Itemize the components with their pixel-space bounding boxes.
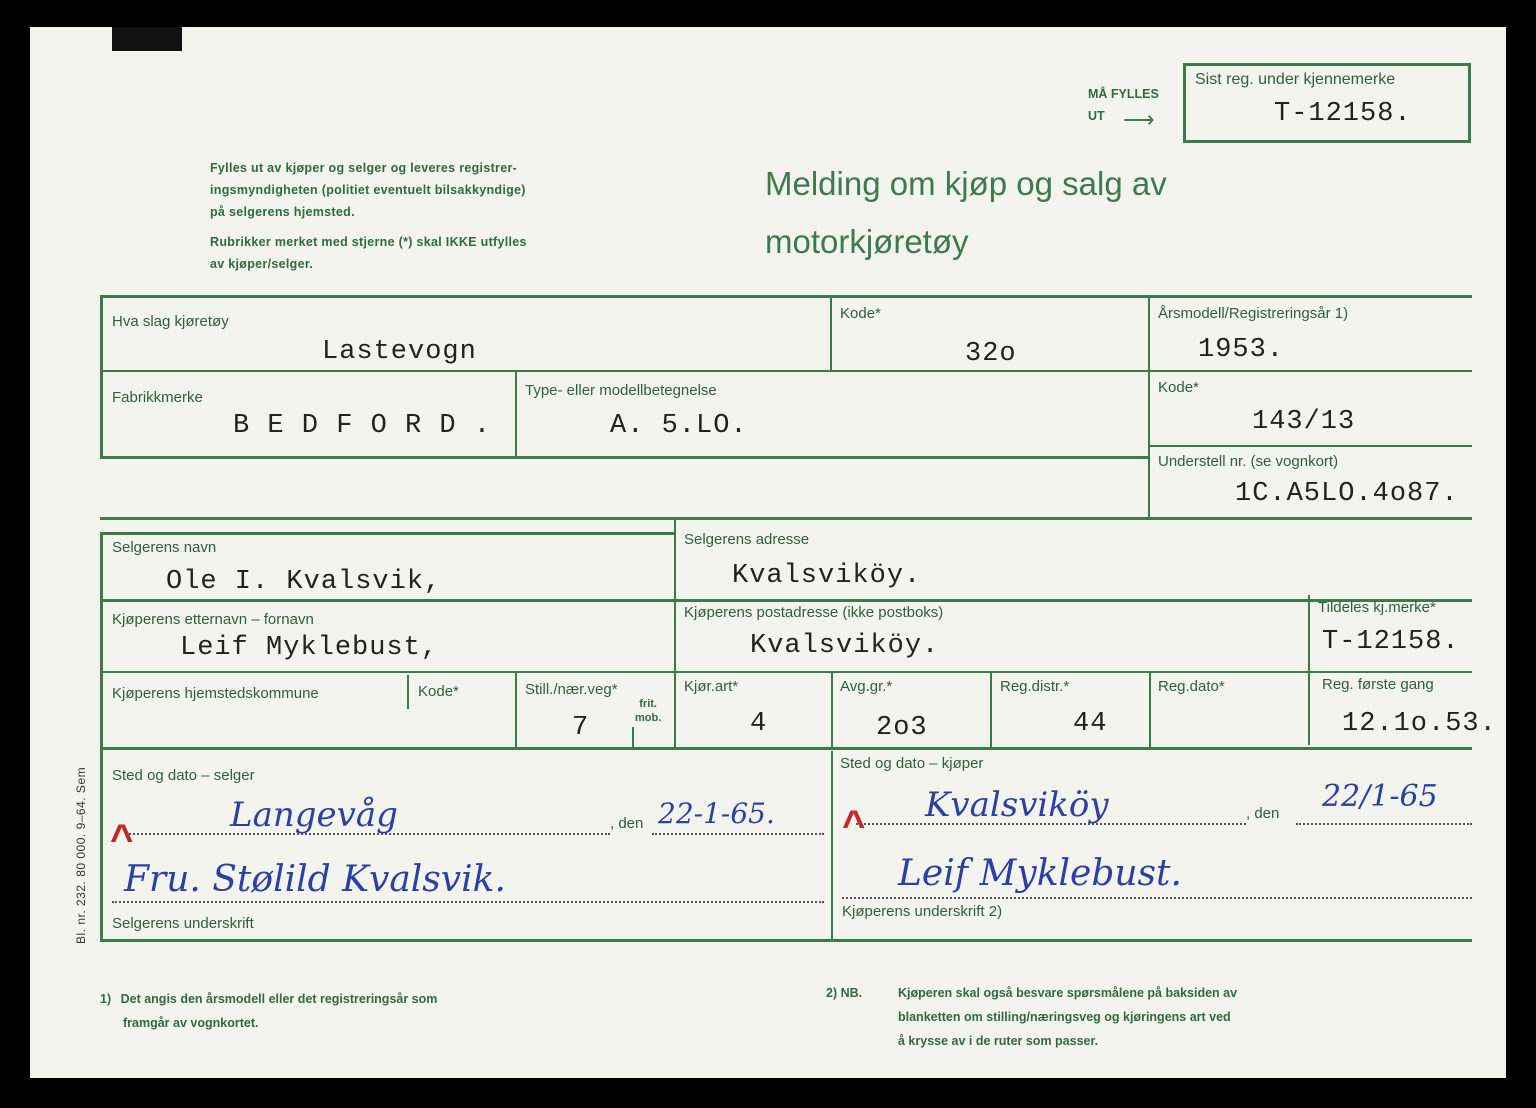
seller-signature-line — [112, 901, 824, 903]
seller-date-line — [652, 833, 824, 835]
plate-label: Tildeles kj.merke* — [1318, 599, 1436, 616]
rule — [100, 456, 1148, 459]
form-title — [765, 155, 1167, 271]
footnote-1-number: 1) — [100, 992, 112, 1006]
seller-den-label: , den — [610, 815, 644, 832]
footnote-1 — [100, 987, 437, 1035]
sist-reg-value: T-12158. — [1274, 99, 1412, 129]
buyer-den-label: , den — [1246, 805, 1280, 822]
seller-place-value: Langevåg — [230, 795, 398, 835]
buyer-place-value: Kvalsviköy — [925, 785, 1109, 825]
buyer-signature-line — [842, 897, 1472, 899]
check-mark-icon: ^ — [110, 817, 134, 861]
model-value: A. 5.LO. — [610, 411, 748, 441]
kjorart-label: Kjør.art* — [684, 678, 739, 695]
rule — [831, 751, 833, 941]
kode-value: 32o — [965, 339, 1017, 369]
rule — [100, 295, 103, 459]
rule — [830, 295, 832, 370]
form-title-line1: Melding om kjøp og salg av — [765, 165, 1167, 202]
footnote-2-line1: Kjøperen skal også besvare spørsmålene på baksiden av — [898, 986, 1238, 1000]
kode2-value: 143/13 — [1252, 407, 1356, 437]
seller-address-label: Selgerens adresse — [684, 531, 810, 548]
form-number-side-text: Bl. nr. 232. 80 000. 9–64. Sem — [74, 766, 88, 944]
occupation-label: Still./nær.veg* — [525, 681, 618, 698]
footnote-2-line2: blanketten om stilling/næringsveg og kjøringens art ved — [898, 1010, 1231, 1024]
scan-artifact — [112, 27, 182, 51]
plate-value: T-12158. — [1322, 627, 1460, 657]
rule — [1308, 595, 1310, 745]
sist-reg-label: Sist reg. under kjennemerke — [1195, 71, 1396, 88]
check-mark-icon: ^ — [842, 803, 866, 847]
arrow-right-icon: ⟶ — [1123, 107, 1155, 132]
seller-name-label: Selgerens navn — [112, 539, 217, 556]
kode2-label: Kode* — [1158, 379, 1199, 396]
footnote-2-number: 2) NB. — [826, 986, 863, 1000]
make-label: Fabrikkmerke — [112, 389, 203, 406]
instruction-line: ingsmyndigheten (politiet eventuelt bilsakkyndige) — [210, 183, 526, 197]
instruction-line: Fylles ut av kjøper og selger og leveres registrer- — [210, 161, 518, 175]
municipality-label: Kjøperens hjemstedskommune — [112, 685, 319, 702]
kode-label: Kode* — [840, 305, 881, 322]
rule — [1148, 295, 1150, 517]
rule — [674, 519, 676, 747]
frit-mob-label: frit. mob. — [635, 698, 662, 724]
regdato-label: Reg.dato* — [1158, 678, 1225, 695]
rule — [100, 671, 1472, 673]
buyer-place-label: Sted og dato – kjøper — [840, 755, 984, 772]
rule — [515, 370, 517, 458]
seller-address-value: Kvalsviköy. — [732, 561, 922, 591]
make-value: B E D F O R D . — [233, 411, 492, 441]
rule — [100, 295, 1472, 298]
kjorart-value: 4 — [750, 709, 768, 739]
buyer-place-line — [856, 823, 1246, 825]
seller-signature-value: Fru. Stølild Kvalsvik. — [124, 859, 506, 900]
rule — [407, 675, 409, 709]
buyer-name-value: Leif Myklebust, — [180, 633, 439, 663]
avg-label: Avg.gr.* — [840, 678, 893, 695]
footnote-2-line3: å krysse av i de ruter som passer. — [898, 1034, 1099, 1048]
rule — [515, 673, 517, 747]
form-title-line2: motorkjøretøy — [765, 223, 969, 260]
rule — [100, 747, 1472, 750]
rule — [1148, 445, 1472, 447]
buyer-signature-label: Kjøperens underskrift 2) — [842, 903, 1003, 920]
buyer-address-value: Kvalsviköy. — [750, 631, 940, 661]
buyer-date-value: 22/1-65 — [1322, 779, 1438, 814]
chassis-value: 1C.A5LO.4o87. — [1235, 479, 1459, 509]
buyer-signature-value: Leif Myklebust. — [898, 853, 1182, 894]
seller-signature-label: Selgerens underskrift — [112, 915, 254, 932]
instruction-line: Rubrikker merket med stjerne (*) skal IKKE utfylles — [210, 235, 527, 249]
ma-fylles-label: MÅ FYLLES UT — [1088, 87, 1159, 123]
rule — [100, 370, 1472, 372]
regdistr-label: Reg.distr.* — [1000, 678, 1070, 695]
instructions-block — [210, 157, 527, 275]
footnote-2 — [826, 981, 1237, 1053]
instruction-line: av kjøper/selger. — [210, 257, 314, 271]
buyer-name-label: Kjøperens etternavn – fornavn — [112, 611, 314, 628]
occupation-value: 7 — [572, 713, 590, 743]
rule — [100, 532, 675, 535]
rule — [100, 517, 1472, 520]
form-sheet — [30, 27, 1506, 1078]
instruction-line: på selgerens hjemsted. — [210, 205, 355, 219]
avg-value: 2o3 — [876, 713, 928, 743]
chassis-label: Understell nr. (se vognkort) — [1158, 453, 1339, 470]
year-label: Årsmodell/Registreringsår 1) — [1158, 305, 1349, 322]
rule — [831, 673, 833, 749]
seller-place-label: Sted og dato – selger — [112, 767, 255, 784]
seller-date-value: 22-1-65. — [658, 797, 775, 830]
buyer-address-label: Kjøperens postadresse (ikke postboks) — [684, 604, 944, 621]
footnote-1-line2: framgår av vognkortet. — [123, 1016, 259, 1030]
buyer-date-line — [1296, 823, 1472, 825]
rule — [990, 673, 992, 747]
first-reg-value: 12.1o.53. — [1342, 709, 1497, 739]
seller-name-value: Ole I. Kvalsvik, — [166, 567, 442, 597]
kode3-label: Kode* — [418, 683, 459, 700]
vehicle-type-value: Lastevogn — [322, 337, 477, 367]
footnote-1-line1: Det angis den årsmodell eller det registreringsår som — [120, 992, 438, 1006]
rule — [100, 599, 1472, 602]
rule — [100, 939, 1472, 942]
year-value: 1953. — [1198, 335, 1285, 365]
rule — [1149, 673, 1151, 747]
vehicle-type-label: Hva slag kjøretøy — [112, 313, 229, 330]
rule — [100, 532, 103, 942]
model-label: Type- eller modellbetegnelse — [525, 382, 717, 399]
frit-mob-checkbox[interactable] — [632, 727, 672, 749]
regdistr-value: 44 — [1073, 709, 1108, 739]
first-reg-label: Reg. første gang — [1322, 676, 1434, 693]
seller-place-line — [126, 833, 610, 835]
